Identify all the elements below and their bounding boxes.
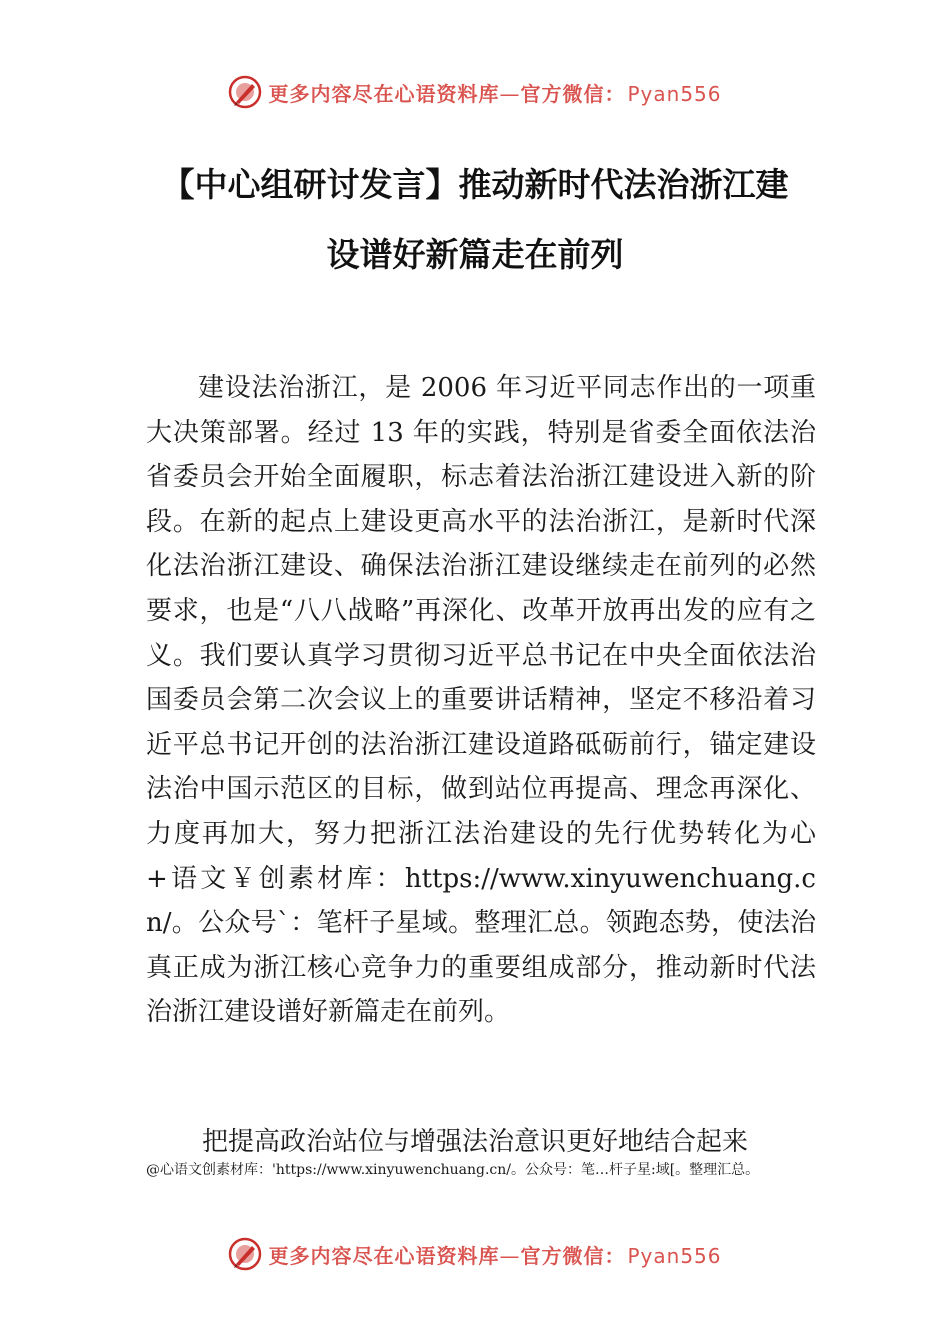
footer-wechat-id: Pyan556	[627, 1243, 722, 1268]
header-banner-text	[268, 78, 721, 107]
footer-banner-slogan: 更多内容尽在心语资料库	[268, 1243, 500, 1268]
footer-banner-separator: —	[499, 1243, 521, 1268]
pen-logo-icon	[228, 75, 262, 109]
footer-banner-text	[268, 1240, 721, 1269]
title-line-2: 设谱好新篇走在前列	[326, 235, 624, 274]
footer-wechat-label: 官方微信：	[520, 1243, 626, 1268]
pen-logo-icon	[228, 1237, 262, 1271]
header-banner	[0, 70, 950, 114]
header-banner-separator: —	[499, 81, 521, 106]
header-banner-slogan: 更多内容尽在心语资料库	[268, 81, 500, 106]
document-title	[120, 150, 830, 290]
footer-note: @心语文创素材库：'https://www.xinyuwenchuang.cn/。公众号：笔…杆子星:域[。整理汇总。	[146, 1162, 760, 1178]
header-wechat-id: Pyan556	[627, 81, 722, 106]
footer-banner	[0, 1232, 950, 1276]
section-subheading: 把提高政治站位与增强法治意识更好地结合起来	[201, 1127, 748, 1157]
title-line-1: 【中心组研讨发言】推动新时代法治浙江建	[161, 165, 789, 204]
body-paragraph: 建设法治浙江，是 2006 年习近平同志作出的一项重大决策部署。经过 13 年的实践，特别是省委全面依法治省委员会开始全面履职，标志着法治浙江建设进入新的阶段。在新的起点上建设更高水平的法治浙江，是新时代深化法治浙江建设、确保法治浙江建设继续走在前列的必然要求，也是“八八战略”再深化、改革开放再出发的应有之义。我们要认真学习贯彻习近平总书记在中央全面依法治国委员会第二次会议上的重要讲话精神，坚定不移沿着习近平总书记开创的法治浙江建设道路砥砺前行，锚定建设法治中国示范区的目标，做到站位再提高、理念再深化、力度再加大，努力把浙江法治建设的先行优势转化为心+语文￥创素材库：https://www.xinyuwenchuang.cn/。公众号`：笔杆子星域。整理汇总。领跑态势，使法治真正成为浙江核心竞争力的重要组成部分，推动新时代法治浙江建设谱好新篇走在前列。	[146, 373, 816, 1028]
header-wechat-label: 官方微信：	[520, 81, 626, 106]
